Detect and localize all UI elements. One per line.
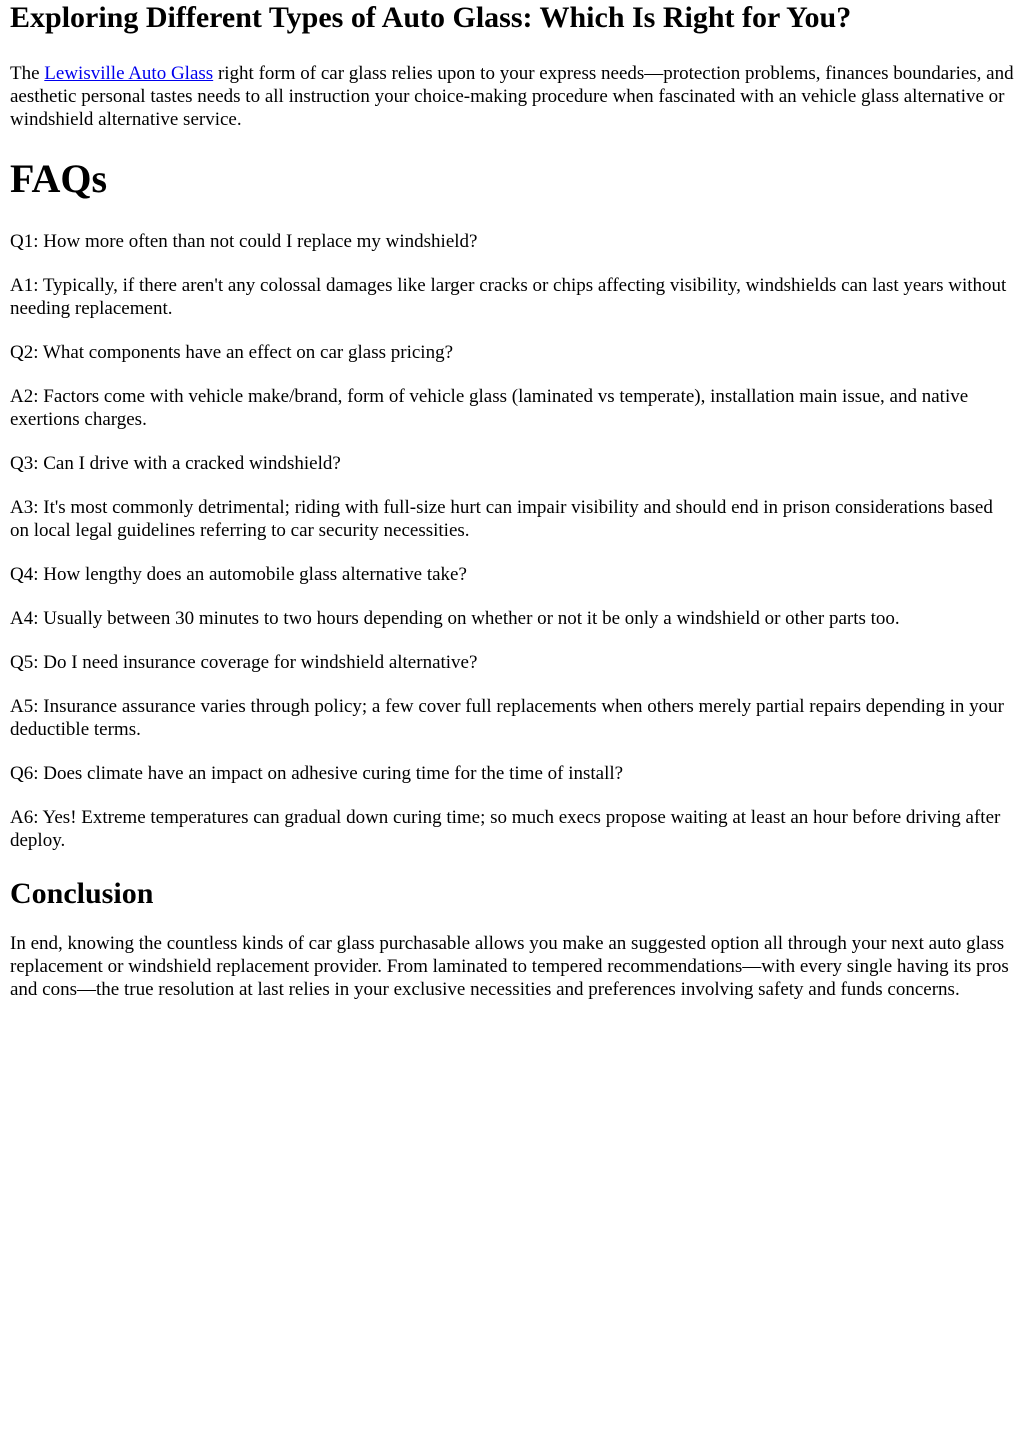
faq-answer-6: A6: Yes! Extreme temperatures can gradual down curing time; so much execs propose waiting at least an hour before driving after deploy.: [10, 807, 1001, 851]
faq-answer-5: A5: Insurance assurance varies through policy; a few cover full replacements when others merely partial repairs depending in your deductible terms.: [10, 696, 1004, 740]
faq-question-5: Q5: Do I need insurance coverage for windshield alternative?: [10, 652, 478, 673]
conclusion-heading: Conclusion: [10, 877, 154, 910]
conclusion-paragraph: In end, knowing the countless kinds of car glass purchasable allows you make an suggested option all through your next auto glass replacement or windshield replacement provider. From laminated to tempered recommendations—with every single having its pros and cons—the true resolution at last relies in your exclusive necessities and preferences involving safety and funds concerns.: [10, 933, 1009, 1000]
intro-text-before: The: [10, 63, 45, 84]
intro-text-after: right form of car glass relies upon to your express needs—protection problems, finances boundaries, and aesthetic personal tastes needs to all instruction your choice-making procedure when fascinated with an vehicle glass alternative or windshield alternative service.: [10, 63, 1014, 130]
faq-answer-1: A1: Typically, if there aren't any colossal damages like larger cracks or chips affecting visibility, windshields can last years without needing replacement.: [10, 275, 1007, 319]
faq-answer-4: A4: Usually between 30 minutes to two hours depending on whether or not it be only a windshield or other parts too.: [10, 608, 900, 629]
faq-answer-2: A2: Factors come with vehicle make/brand, form of vehicle glass (laminated vs temperate), installation main issue, and native exertions charges.: [10, 386, 969, 430]
faq-question-4: Q4: How lengthy does an automobile glass alternative take?: [10, 564, 467, 585]
faq-answer-3: A3: It's most commonly detrimental; riding with full-size hurt can impair visibility and should end in prison considerations based on local legal guidelines referring to car security necessities.: [10, 497, 993, 541]
faq-list: [10, 230, 1014, 852]
page-title: Exploring Different Types of Auto Glass: Which Is Right for You?: [10, 1, 852, 34]
faq-question-2: Q2: What components have an effect on car glass pricing?: [10, 342, 454, 363]
faq-heading: FAQs: [10, 156, 108, 201]
lewisville-auto-glass-link[interactable]: Lewisville Auto Glass: [44, 63, 214, 84]
article: [0, 1, 1024, 1001]
intro-paragraph: [10, 62, 1014, 131]
faq-question-6: Q6: Does climate have an impact on adhesive curing time for the time of install?: [10, 763, 624, 784]
faq-question-1: Q1: How more often than not could I replace my windshield?: [10, 231, 478, 252]
faq-question-3: Q3: Can I drive with a cracked windshield?: [10, 453, 341, 474]
